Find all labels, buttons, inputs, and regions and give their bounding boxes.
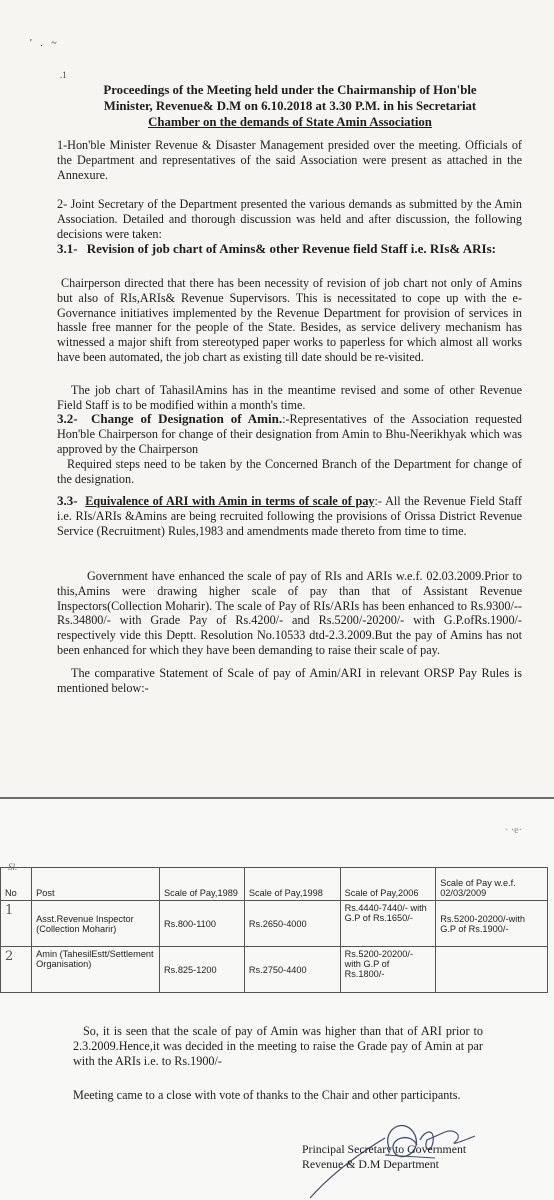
paragraph-comparative: The comparative Statement of Scale of pay of Amin/ARI in relevant ORSP Pay Rules is mentioned below:- [57,666,522,695]
title-line-1: Proceedings of the Meeting held under the Chairmanship of Hon'ble [103,83,477,97]
header-post: Post [32,868,160,901]
section-3-2-body: :-Representatives of the Association requested Hon'ble Chairperson for change of their designation from Amin to Bhu-Neerikhyak which was approved by the Chairperson [57,412,522,456]
table-header-row [1,868,548,901]
pay-scale-table [0,867,548,993]
table-cell-1998: Rs.2650-4000 [244,901,340,947]
table-cell-post: Amin (TahesilEstt/Settlement Organisation) [32,947,160,993]
title-line-3: Chamber on the demands of State Amin Association [148,115,432,129]
section-3-1-heading: 3.1- Revision of job chart of Amins& other Revenue field Staff i.e. RIs& ARIs: [57,241,496,256]
document-title [70,82,510,130]
title-line-2: Minister, Revenue& D.M on 6.10.2018 at 3.30 P.M. in his Secretariat [103,99,477,113]
table-cell-1989: Rs.800-1100 [160,901,245,947]
header-no: No [1,868,32,901]
paragraph-conclusion: So, it is seen that the scale of pay of Amin was higher than that of ARI prior to 2.3.2009.Hence,it was decided in the meeting to raise the Grade pay of Amin at par with the ARIs i.e. to Rs.1900/- [73,1024,483,1068]
table-cell-1998: Rs.2750-4400 [244,947,340,993]
scan-marks: ' . ~ [30,38,60,49]
paragraph-closing: Meeting came to a close with vote of thanks to the Chair and other participants. [73,1088,461,1102]
section-3-2: 3.2- Change of Designation of Amin.:-Representatives of the Association requested Hon'ble Chairperson for change of their designation from Amin to Bhu-Neerikhyak which was approved by the Chairperson [57,411,522,456]
page-divider [0,797,554,799]
section-3-2-title: Change of Designation of Amin. [90,411,283,426]
table-cell-2009: Rs.5200-20200/-with G.P of Rs.1900/- [436,901,548,947]
page-mark: .1 [60,70,67,80]
section-3-3-title: Equivalence of ARI with Amin in terms of scale of pay [85,494,375,508]
table-row [1,947,548,993]
paragraph-government-enhanced: Government have enhanced the scale of pay of RIs and ARIs w.e.f. 02.03.2009.Prior to this,Amins were drawing higher scale of pay than that of Assistant Revenue Inspectors(Collection Moharir). The scale of Pay of RIs/ARIs has been enhanced to Rs.9300/--Rs.34800/- with Grade Pay of Rs.4200/- and Rs.5200/-20200/- with G.P.ofRs.1900/- respectively vide this Deptt. Resolution No.10533 dtd-2.3.2009.But the pay of Amins has not been enhanced for which they have been demanding to raise their scale of pay. [57,569,522,657]
paragraph-presided: 1-Hon'ble Minister Revenue & Disaster Management presided over the meeting. Officials of the Department and representatives of the said Association were present as attached in the Annexure. [57,138,522,182]
section-3-3: 3.3- Equivalence of ARI with Amin in terms of scale of pay:- All the Revenue Field Staff i.e. RIs/ARIs &Amins are being recruited following the provisions of Orissa District Revenue Service (Recruitment) Rules,1983 and amendments made thereto from time to time. [57,493,522,538]
table-cell-2009 [436,947,548,993]
stamp-mark: · ·e· [505,825,522,836]
paragraph-demands: 2- Joint Secretary of the Department presented the various demands as submitted by the Amin Association. Detailed and thorough discussion was held and after discussion, the following decisions were taken: [57,197,522,241]
signatory-department: Revenue & D.M Department [302,1157,439,1171]
sl-handwritten-mark: Sl. [8,862,18,872]
section-3-1-body-2: The job chart of TahasilAmins has in the meantime revised and some of other Revenue Field Staff is to be modified within a month's time. [57,383,522,412]
table-cell-2006: Rs.5200-20200/- with G.P of Rs.1800/- [340,947,436,993]
signatory-title: Principal Secretary to Government [302,1142,467,1156]
section-3-1-body: Chairperson directed that there has been necessity of revision of job chart not only of Amins but also of RIs,ARIs& Revenue Supervisors. This is necessitated to cope up with the e-Governance initiatives implemented by the Revenue Department for provision of services in hassle free manner for the people of the State. Besides, as service delivery mechanism has witnessed a major shift from stereotyped paper works to paperless for which almost all works have been automated, the job chart as existing till date should be re-visited. [57,276,522,364]
section-3-2-body-2: Required steps need to be taken by the Concerned Branch of the Department for change of the designation. [57,457,522,486]
table-cell-1989: Rs.825-1200 [160,947,245,993]
header-scale-1989: Scale of Pay,1989 [160,868,245,901]
section-3-1-title: Revision of job chart of Amins& other Revenue field Staff i.e. RIs& ARIs: [86,241,496,256]
section-3-3-body: :- All the Revenue Field Staff i.e. RIs/ARIs &Amins are being recruited following the provisions of Orissa District Revenue Service (Recruitment) Rules,1983 and amendments made thereto from time to time. [57,494,522,538]
header-scale-2009: Scale of Pay w.e.f. 02/03/2009 [436,868,548,901]
table-cell-post: Asst.Revenue Inspector (Collection Moharir) [32,901,160,947]
header-scale-2006: Scale of Pay,2006 [340,868,436,901]
header-scale-1998: Scale of Pay,1998 [244,868,340,901]
table-row [1,901,548,947]
table-cell-2006: Rs.4440-7440/- with G.P of Rs.1650/- [340,901,436,947]
signatory-block [302,1142,466,1172]
table-cell-no: 2 [1,947,32,993]
table-cell-no: 1 [1,901,32,947]
